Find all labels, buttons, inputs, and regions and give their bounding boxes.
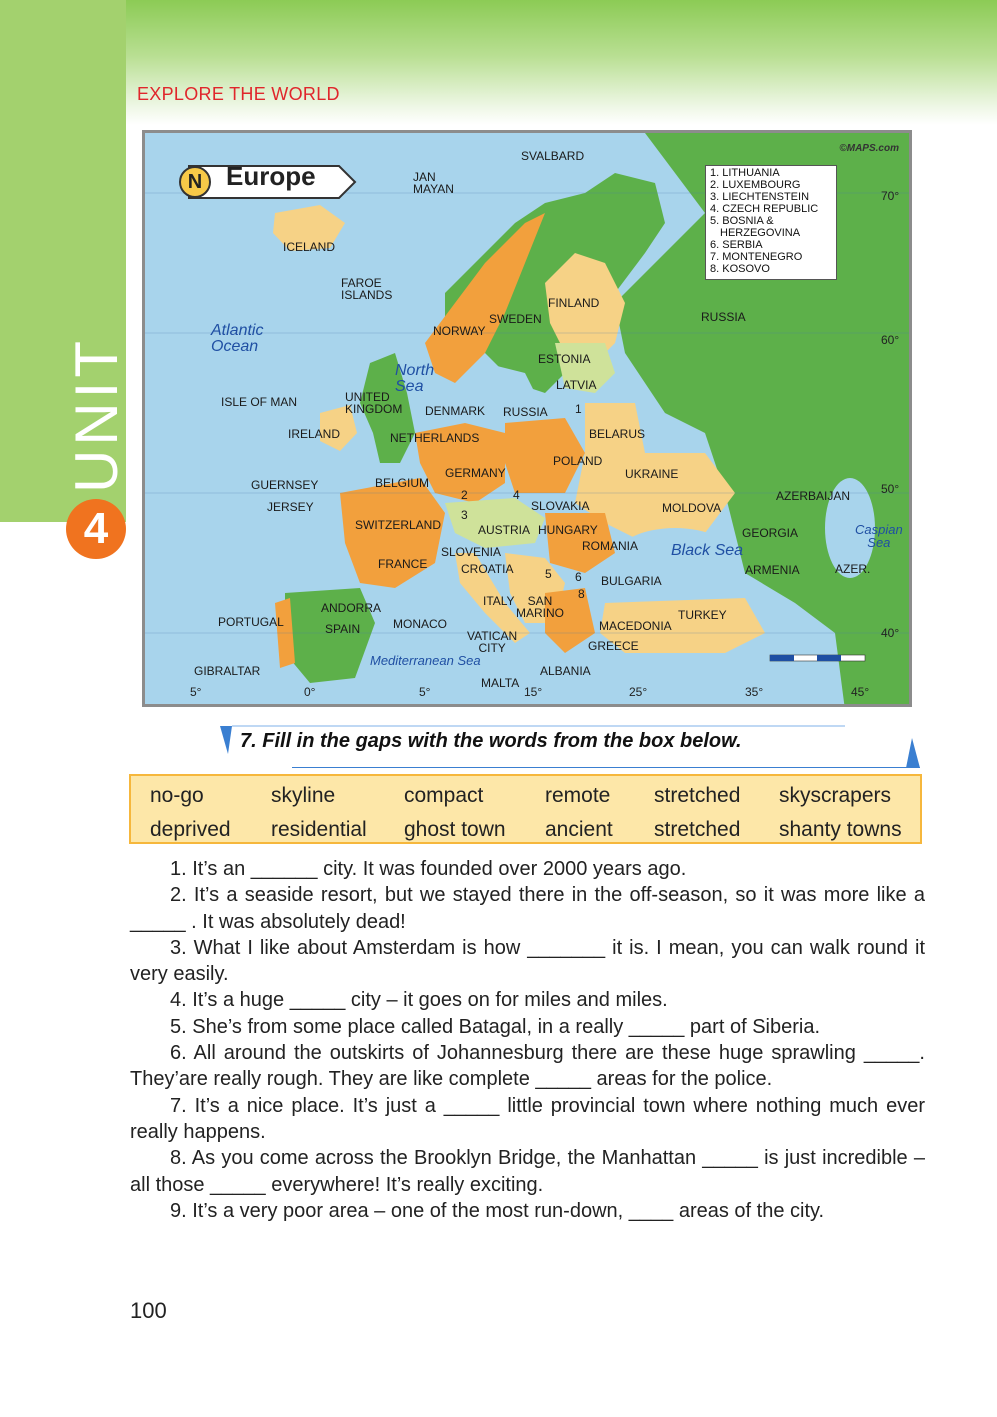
label-num-4: 4 (513, 488, 520, 502)
legend-item: 3. LIECHTENSTEIN (710, 191, 810, 203)
label-slovakia: SLOVAKIA (531, 499, 590, 513)
label-san-marino: SAN MARINO (516, 594, 564, 620)
label-north-sea: North Sea (395, 362, 435, 395)
legend-item: 8. KOSOVO (710, 263, 770, 275)
label-norway: NORWAY (433, 324, 486, 338)
word-item: compact (404, 784, 484, 807)
exercise-item: 1. It’s an ______ city. It was founded over 2000 years ago. (170, 858, 687, 880)
exercise-items (130, 856, 925, 1224)
label-azerbaijan: AZERBAIJAN (776, 489, 851, 503)
label-atlantic: Atlantic Ocean (211, 322, 264, 355)
label-azer: AZER. (835, 562, 871, 576)
exercise-item: 4. It’s a huge _____ city – it goes on for miles and miles. (170, 989, 668, 1012)
label-ukraine: UKRAINE (625, 467, 679, 481)
label-slovenia: SLOVENIA (441, 545, 502, 559)
word-item: no-go (150, 784, 204, 807)
exercise-item: 9. It’s a very poor area – one of the most run-down, ____ areas of the city. (170, 1199, 825, 1222)
degree-lat40: 40° (881, 626, 900, 640)
exercise-item: 5. She’s from some place called Batagal, in a really _____ part of Siberia. (170, 1015, 820, 1038)
label-bulgaria: BULGARIA (601, 574, 662, 588)
label-moldova: MOLDOVA (662, 501, 722, 515)
legend-item: 4. CZECH REPUBLIC (710, 203, 819, 215)
label-num-8: 8 (578, 587, 585, 601)
label-switzerland: SWITZERLAND (355, 518, 442, 532)
label-greece: GREECE (588, 639, 639, 653)
label-estonia: ESTONIA (538, 352, 591, 366)
label-gibraltar: GIBRALTAR (194, 664, 261, 678)
maps-logo: ©MAPS.com (839, 143, 899, 154)
label-armenia: ARMENIA (745, 563, 800, 577)
label-russia-kaliningrad: RUSSIA (503, 405, 548, 419)
label-malta: MALTA (481, 676, 520, 690)
degree-lon15: 15° (524, 685, 543, 699)
degree-lat70: 70° (881, 189, 900, 203)
label-denmark: DENMARK (425, 404, 486, 418)
label-caspian: Caspian Sea (855, 522, 903, 550)
degree-lon-w5: 5° (190, 685, 202, 699)
label-russia: RUSSIA (701, 310, 746, 324)
exercise-item: 2. It’s a seaside resort, but we stayed there in the off-season, so it was more like a _____ . It was absolutely dead! (130, 884, 925, 933)
degree-lat50: 50° (881, 482, 900, 496)
label-germany: GERMANY (445, 466, 506, 480)
word-item: stretched (654, 784, 741, 807)
label-vatican: VATICAN CITY (467, 629, 518, 655)
degree-lon25: 25° (629, 685, 648, 699)
degree-lon5: 5° (419, 685, 431, 699)
label-jersey: JERSEY (267, 500, 314, 514)
word-item: remote (545, 784, 611, 807)
label-france: FRANCE (378, 557, 428, 571)
france-shape (340, 478, 445, 588)
label-num-3: 3 (461, 508, 468, 522)
europe-map (142, 130, 912, 707)
label-num-1: 1 (575, 402, 582, 416)
degree-lat60: 60° (881, 333, 900, 347)
word-item: deprived (150, 818, 231, 841)
word-item: ancient (545, 818, 613, 841)
word-item: residential (271, 818, 367, 841)
header-band (126, 0, 997, 125)
exercise-item: 8. As you come across the Brooklyn Bridge, the Manhattan _____ is just incredible – all those _____ everywhere! It’s really exciting. (130, 1147, 925, 1196)
label-poland: POLAND (553, 454, 603, 468)
label-romania: ROMANIA (582, 539, 639, 553)
word-item: stretched (654, 818, 741, 841)
legend-item: 5. BOSNIA & (710, 215, 774, 227)
degree-lon45: 45° (851, 685, 870, 699)
page-number: 100 (130, 1298, 167, 1323)
legend-item: 6. SERBIA (710, 239, 763, 251)
degree-lon35: 35° (745, 685, 764, 699)
map-title: Europe (226, 161, 316, 191)
label-croatia: CROATIA (461, 562, 514, 576)
label-sweden: SWEDEN (489, 312, 542, 326)
label-united-kingdom: UNITED KINGDOM (345, 390, 403, 416)
label-finland: FINLAND (548, 296, 600, 310)
label-portugal: PORTUGAL (218, 615, 284, 629)
label-jan-mayan: JAN MAYAN (413, 170, 454, 196)
exercise-header (220, 724, 920, 768)
exercise-instruction: 7. Fill in the gaps with the words from the box below. (240, 730, 742, 752)
word-box (129, 774, 922, 844)
label-med-sea: Mediterranean Sea (370, 653, 481, 668)
word-item: shanty towns (779, 818, 902, 841)
label-black-sea: Black Sea (671, 542, 744, 559)
legend-item: 2. LUXEMBOURG (710, 179, 801, 191)
exercise-item: 7. It’s a nice place. It’s just a _____ little provincial town where nothing much ever really happens. (130, 1094, 925, 1143)
section-title: EXPLORE THE WORLD (137, 84, 340, 104)
label-monaco: MONACO (393, 617, 447, 631)
label-faroe: FAROE ISLANDS (341, 276, 393, 302)
legend-item: 1. LITHUANIA (710, 167, 780, 179)
legend-item: 7. MONTENEGRO (710, 251, 803, 263)
label-albania: ALBANIA (540, 664, 591, 678)
label-num-5: 5 (545, 567, 552, 581)
unit-label: UNIT (63, 337, 130, 493)
label-italy: ITALY (483, 594, 515, 608)
exercise-item: 3. What I like about Amsterdam is how _______ it is. I mean, you can walk round it very easily. (130, 936, 925, 986)
degree-lon0: 0° (304, 685, 316, 699)
word-item: skyscrapers (779, 784, 892, 807)
label-isle-of-man: ISLE OF MAN (221, 395, 298, 409)
label-ireland: IRELAND (288, 427, 341, 441)
label-svalbard: SVALBARD (521, 149, 585, 163)
legend-item: HERZEGOVINA (720, 227, 801, 239)
label-hungary: HUNGARY (538, 523, 598, 537)
exercise-item: 6. All around the outskirts of Johannesburg there are these huge sprawling _____. They’are really rough. They are like complete _____ areas for the police. (130, 1042, 925, 1091)
label-iceland: ICELAND (283, 240, 336, 254)
word-item: ghost town (404, 818, 506, 841)
label-georgia: GEORGIA (742, 526, 799, 540)
label-num-6: 6 (575, 570, 582, 584)
label-num-2: 2 (461, 488, 468, 502)
label-latvia: LATVIA (556, 378, 597, 392)
label-belgium: BELGIUM (375, 476, 430, 490)
compass-north-icon: N (179, 166, 211, 198)
label-spain: SPAIN (325, 622, 361, 636)
label-austria: AUSTRIA (478, 523, 531, 537)
label-turkey: TURKEY (678, 608, 727, 622)
unit-number-badge: 4 (66, 499, 126, 559)
word-item: skyline (271, 784, 336, 807)
label-macedonia: MACEDONIA (599, 619, 672, 633)
label-guernsey: GUERNSEY (251, 478, 319, 492)
label-belarus: BELARUS (589, 427, 646, 441)
label-netherlands: NETHERLANDS (390, 431, 480, 445)
map-legend (705, 165, 837, 280)
label-andorra: ANDORRA (321, 601, 382, 615)
